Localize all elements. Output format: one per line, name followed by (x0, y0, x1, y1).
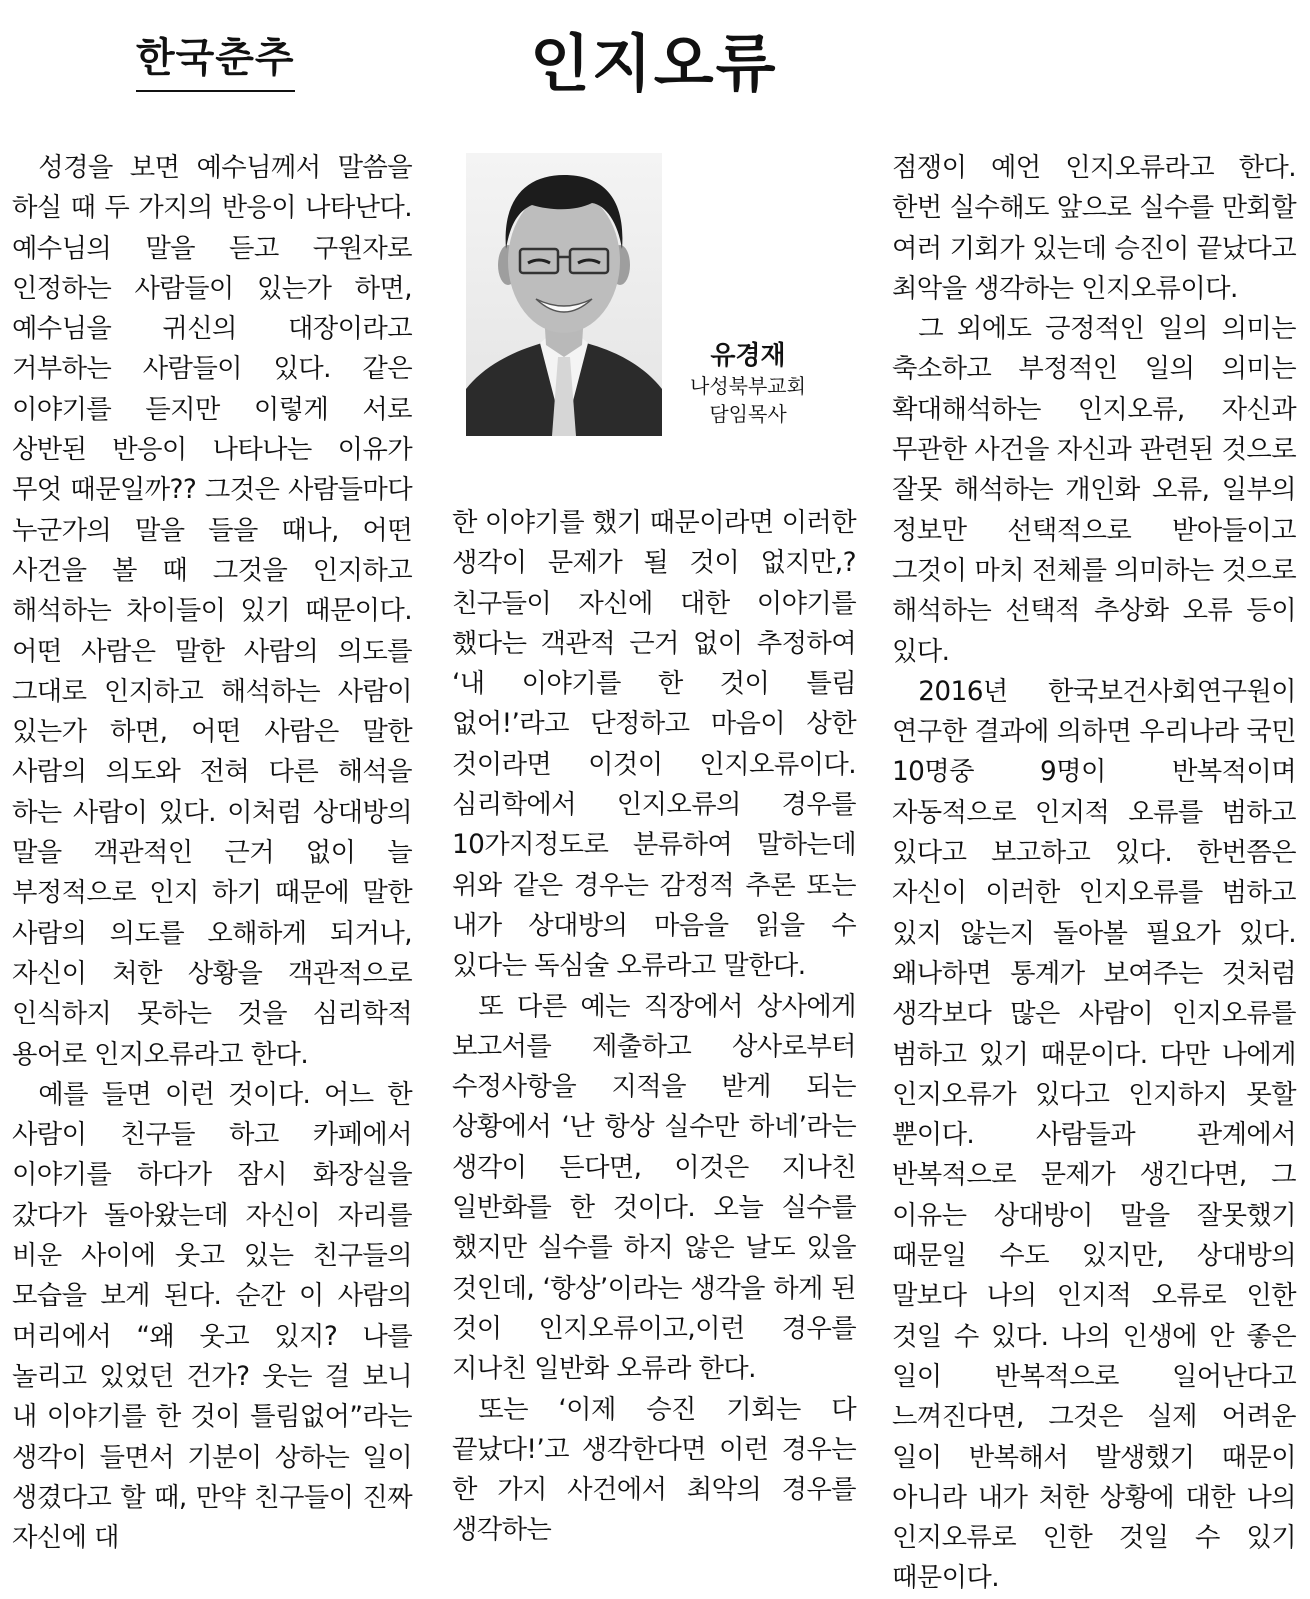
author-photo (466, 153, 662, 436)
article-paragraph: 2016년 한국보건사회연구원이 연구한 결과에 의하면 우리나라 국민 10명중 9명이 반복적이며 자동적으로 인지적 오류를 범하고 있다고 보고하고 있다. 한번쯤은 자신이 이러한 인지오류를 범하고 있지 않는지 돌아볼 필요가 있다. 왜나하면 통계가 보여주는 것처럼 생각보다 많은 사람이 인지오류를 범하고 있기 때문이다. 다만 나에게 인지오류가 있다고 인지하지 못할 뿐이다. 사람들과 관계에서 반복적으로 문제가 생긴다면, 그 이유는 상대방이 말을 잘못했기 때문일 수도 있지만, 상대방의 말보다 나의 인지적 오류로 인한 것일 수 있다. 나의 인생에 안 좋은 일이 반복적으로 일어난다고 느껴진다면, 그것은 실제 어려운 일이 반복해서 발생했기 때문이 아니라 내가 처한 상황에 대한 나의 인지오류로 인한 것일 수 있기 때문이다. (892, 676, 1296, 1594)
column-name: 한국춘추 (136, 34, 295, 92)
author-title: 담임목사 (709, 402, 787, 426)
article-column-2 (452, 503, 856, 1551)
article-paragraph: 그 외에도 긍정적인 일의 의미는 축소하고 부정적인 일의 의미는 확대해석하는 인지오류, 자신과 무관한 사건을 자신과 관련된 것으로 잘못 해석하는 개인화 오류, 일부의 정보만 선택적으로 받아들이고 그것이 마치 전체를 의미하는 것으로 해석하는 선택적 추상화 오류 등이 있다. (892, 314, 1296, 667)
article-paragraph: 성경을 보면 예수님께서 말씀을 하실 때 두 가지의 반응이 나타난다. 예수님의 말을 듣고 구원자로 인정하는 사람들이 있는가 하면, 예수님을 귀신의 대장이라고 거부하는 사람들이 있다. 같은 이야기를 듣지만 이렇게 서로 상반된 반응이 나타나는 이유가 무엇 때문일까?? 그것은 사람들마다 누군가의 말을 들을 때나, 어떤 사건을 볼 때 그것을 인지하고 해석하는 차이들이 있기 때문이다. 어떤 사람은 말한 사람의 의도를 그대로 인지하고 해석하는 사람이 있는가 하면, 어떤 사람은 말한 사람의 의도와 전혀 다른 해석을 하는 사람이 있다. 이처럼 상대방의 말을 객관적인 근거 없이 늘 부정적으로 인지 하기 때문에 말한 사람의 의도를 오해하게 되거나, 자신이 처한 상황을 객관적으로 인식하지 못하는 것을 심리학적 용어로 인지오류라고 한다. (12, 153, 412, 1070)
author-name: 유경재 (710, 341, 786, 371)
author-portrait-image (466, 153, 662, 436)
article-paragraph: 점쟁이 예언 인지오류라고 한다. 한번 실수해도 앞으로 실수를 만회할 여러 기회가 있는데 승진이 끝났다고 최악을 생각하는 인지오류이다. (892, 153, 1296, 304)
headline: 인지오류 (530, 27, 778, 100)
article-column-1 (12, 148, 412, 1558)
author-church: 나성북부교회 (690, 374, 806, 398)
article-column-3 (892, 148, 1296, 1599)
article-paragraph: 또 다른 예는 직장에서 상사에게 보고서를 제출하고 상사로부터 수정사항을 지적을 받게 되는 상황에서 ‘난 항상 실수만 하네’라는 생각이 든다면, 이것은 지나친 일반화를 한 것이다. 오늘 실수를 했지만 실수를 하지 않은 날도 있을 것인데, ‘항상’이라는 생각을 하게 된 것이 인지오류이고,이런 경우를 지나친 일반화 오류라 한다. (452, 991, 856, 1385)
article-paragraph: 예를 들면 이런 것이다. 어느 한 사람이 친구들 하고 카페에서 이야기를 하다가 잠시 화장실을 갔다가 돌아왔는데 자신이 자리를 비운 사이에 웃고 있는 친구들의 모습을 보게 된다. 순간 이 사람의 머리에서 “왜 웃고 있지? 나를 놀리고 있었던 건가? 웃는 걸 보니 내 이야기를 한 것이 틀림없어”라는 생각이 들면서 기분이 상하는 일이 생겼다고 할 때, 만약 친구들이 진짜 자신에 대 (12, 1079, 412, 1554)
article-paragraph: 또는 ‘이제 승진 기회는 다 끝났다!’고 생각한다면 이런 경우는 한 가지 사건에서 최악의 경우를 생각하는 (452, 1394, 856, 1546)
author-byline (678, 340, 818, 428)
article-paragraph: 한 이야기를 했기 때문이라면 이러한 생각이 문제가 될 것이 없지만,? 친구들이 자신에 대한 이야기를 했다는 객관적 근거 없이 추정하여 ‘내 이야기를 한 것이 틀림 없어!’라고 단정하고 마음이 상한 것이라면 이것이 인지오류이다. 심리학에서 인지오류의 경우를 10가지정도로 분류하여 말하는데 위와 같은 경우는 감정적 추론 또는 내가 상대방의 마음을 읽을 수 있다는 독심술 오류라고 말한다. (452, 508, 856, 982)
